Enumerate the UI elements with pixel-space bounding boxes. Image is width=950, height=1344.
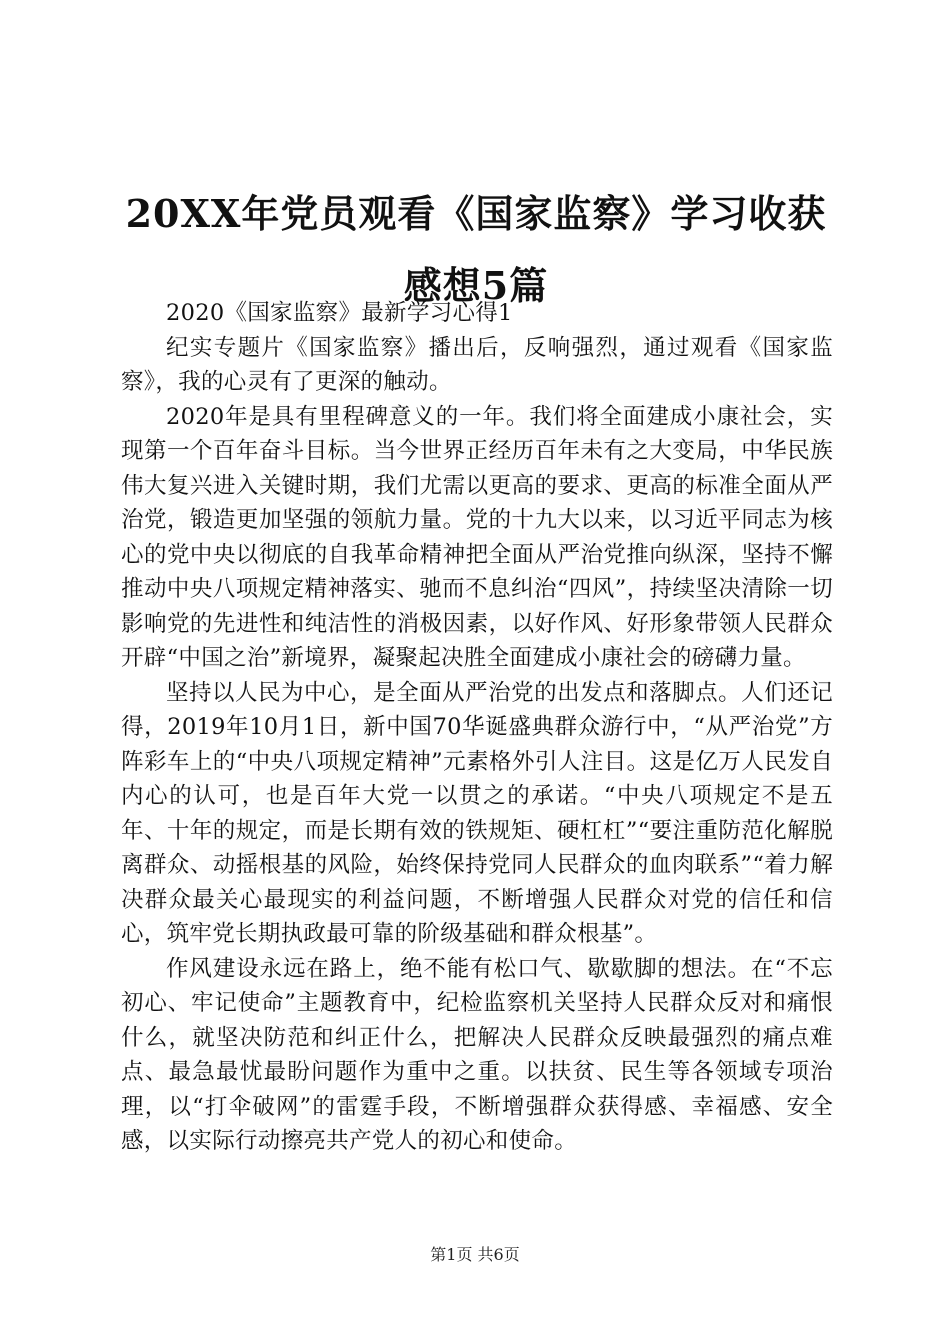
page-number-footer: 第1页 共6页 <box>430 1245 520 1264</box>
section-heading: 2020《国家监察》最新学习心得1 <box>166 300 513 326</box>
paragraph-people-centered: 坚持以人民为中心，是全面从严治党的出发点和落脚点。人们还记得，2019年10月1日，新中国70华诞盛典群众游行中，“从严治党”方阵彩车上的“中央八项规定精神”元素格外引人注目。这是亿万人民发自内心的认可，也是百年大党一以贯之的承诺。“中央八项规定不是五年、十年的规定，而是长期有效的铁规矩、硬杠杠”“要注重防范化解脱离群众、动摇根基的风险，始终保持党同人民群众的血肉联系”“着力解决群众最关心最现实的利益问题，不断增强人民群众对党的信任和信心，筑牢党长期执政最可靠的阶级基础和群众根基”。 <box>121 679 833 947</box>
document-body <box>121 296 833 1159</box>
paragraph-intro: 纪实专题片《国家监察》播出后，反响强烈，通过观看《国家监察》，我的心灵有了更深的触动。 <box>121 334 833 395</box>
paragraph-style-building: 作风建设永远在路上，绝不能有松口气、歇歇脚的想法。在“不忘初心、牢记使命”主题教育中，纪检监察机关坚持人民群众反对和痛恨什么，就坚决防范和纠正什么，把解决人民群众反映最强烈的痛点难点、最急最忧最盼问题作为重中之重。以扶贫、民生等各领域专项治理，以“打伞破网”的雷霆手段，不断增强群众获得感、幸福感、安全感，以实际行动擦亮共产党人的初心和使命。 <box>121 955 833 1154</box>
paragraph-2020: 2020年是具有里程碑意义的一年。我们将全面建成小康社会，实现第一个百年奋斗目标。当今世界正经历百年未有之大变局，中华民族伟大复兴进入关键时期，我们尤需以更高的要求、更高的标准全面从严治党，锻造更加坚强的领航力量。党的十九大以来，以习近平同志为核心的党中央以彻底的自我革命精神把全面从严治党推向纵深，坚持不懈推动中央八项规定精神落实、驰而不息纠治“四风”，持续坚决清除一切影响党的先进性和纯洁性的消极因素，以好作风、好形象带领人民群众开辟“中国之治”新境界，凝聚起决胜全面建成小康社会的磅礴力量。 <box>121 403 833 671</box>
document-title: 20XX年党员观看《国家监察》学习收获感想5篇 <box>125 191 827 308</box>
